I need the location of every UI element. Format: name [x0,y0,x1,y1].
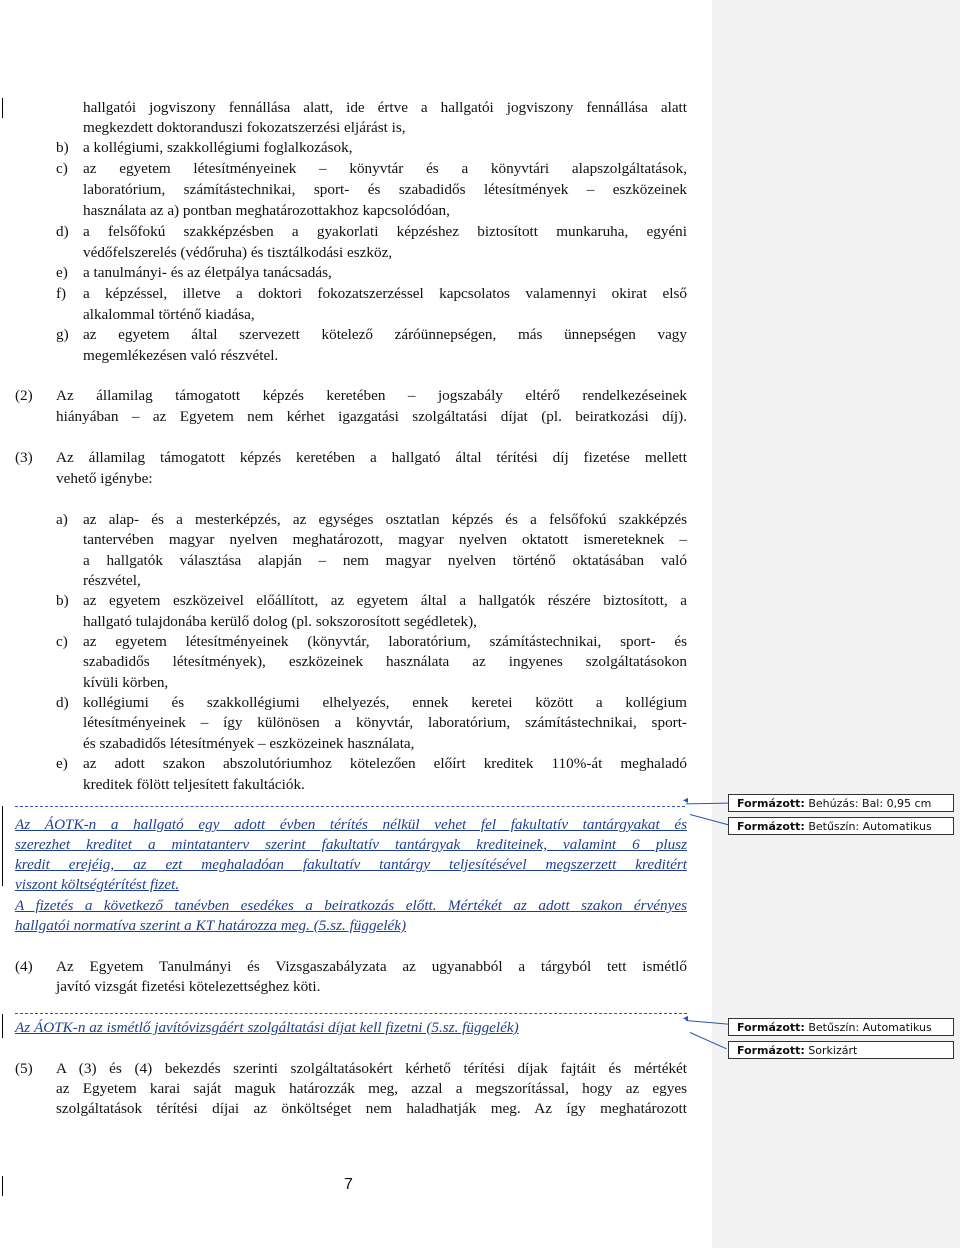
list-item: részvétel, [83,572,141,589]
list-item: használata az a) pontban meghatározottakhoz kapcsolódóan, [83,202,450,219]
list-item: a felsőfokú szakképzésben a gyakorlati képzéshez biztosított munkaruha, egyéni [83,223,687,240]
list-item: az alap- és a mesterképzés, az egységes osztatlan képzés és a felsőfokú szakképzés [83,511,687,528]
list-item: kollégiumi és szakkollégiumi elhelyezés, ennek keretei között a kollégium [83,694,687,711]
list-item: megemlékezésen való részvétel. [83,347,279,364]
paragraph-line: Az államilag támogatott képzés keretében – jogszabály eltérő rendelkezéseinek [56,387,687,404]
paragraph-line: hiányában – az Egyetem nem kérhet igazgatási szolgáltatási díjat (pl. beiratkozási díj). [56,408,687,425]
format-comment[interactable] [728,1018,954,1036]
inserted-text: Az ÁOTK-n az ismétlő javítóvizsgáért szolgáltatási díjat kell fizetni (5.sz. függelék) [15,1019,519,1036]
change-bar [2,1176,3,1196]
item-label: e) [56,755,68,772]
para-line: megkezdett doktoranduszi fokozatszerzési eljárást is, [83,119,406,136]
list-item: a hallgatók választása alapján – nem magyar nyelven történő oktatásában való [83,552,687,569]
item-label: d) [56,223,69,240]
connector-line [15,1013,687,1015]
comment-key: Formázott: [737,797,805,810]
list-item: az egyetem eszközeivel előállított, az egyetem által a hallgatók részére biztosított, a [83,592,687,609]
paragraph-number: (2) [15,387,33,404]
inserted-text: Az ÁOTK-n a hallgató egy adott évben térítés nélkül vehet fel fakultatív tantárgyakat és [15,816,687,833]
arrow-icon: ◂ [683,1013,689,1024]
item-label: d) [56,694,69,711]
para-line: hallgatói jogviszony fennállása alatt, ide értve a hallgatói jogviszony fennállása alatt [83,99,687,116]
item-label: b) [56,139,69,156]
list-item: és szabadidős létesítmények – eszközeinek használata, [83,735,415,752]
item-label: c) [56,160,68,177]
list-item: az egyetem létesítményeinek – könyvtár és a könyvtári alapszolgáltatások, [83,160,687,177]
comment-key: Formázott: [737,1044,805,1057]
comment-key: Formázott: [737,1021,805,1034]
list-item: szabadidős létesítmények), eszközeinek használata az ingyenes szolgáltatásokon [83,653,687,670]
paragraph-number: (5) [15,1060,33,1077]
list-item: létesítményeinek – így különösen a könyvtár, laboratórium, számítástechnikai, sport- [83,714,687,731]
inserted-text: A fizetés a következő tanévben esedékes a beiratkozás előtt. Mértékét az adott szakon érvényes [15,897,687,914]
format-comment[interactable] [728,1041,954,1059]
change-bar [2,806,3,886]
inserted-text: hallgatói normatíva szerint a KT határozza meg. (5.sz. függelék) [15,917,407,934]
list-item: a kollégiumi, szakkollégiumi foglalkozások, [83,139,353,156]
list-item: védőfelszerelés (védőruha) és tisztálkodási eszköz, [83,244,393,261]
list-item: a tanulmányi- és az életpálya tanácsadás, [83,264,332,281]
paragraph-line: Az Egyetem Tanulmányi és Vizsgaszabályzata az ugyanabból a tárgyból tett ismétlő [56,958,687,975]
comment-value: Betűszín: Automatikus [808,1021,932,1034]
list-item: kreditek fölött teljesített fakultációk. [83,776,305,793]
item-label: c) [56,633,68,650]
arrow-icon: ◂ [683,795,689,806]
item-label: g) [56,326,69,343]
comment-value: Behúzás: Bal: 0,95 cm [808,797,932,810]
format-comment[interactable] [728,817,954,835]
list-item: alkalommal történő kiadása, [83,306,255,323]
change-bar [2,98,3,118]
change-bar [2,1014,3,1038]
inserted-text: szerezhet kreditet a mintatanterv szerint fakultatív tantárgyak krediteinek, valamint 6 plusz [15,836,687,853]
list-item: tantervében magyar nyelven meghatározott, magyar nyelven oktatott ismereteknek – [83,531,687,548]
inserted-text: viszont költségtérítést fizet. [15,876,180,893]
comment-value: Betűszín: Automatikus [808,820,932,833]
paragraph-line: szolgáltatások térítési díjai az önköltséget nem haladhatják meg. Az így meghatározott [56,1100,687,1117]
paragraph-line: Az államilag támogatott képzés keretében a hallgató által térítési díj fizetése mellett [56,449,687,466]
connector-line [15,806,685,808]
list-item: a képzéssel, illetve a doktori fokozatszerzéssel kapcsolatos valamennyi okirat első [83,285,687,302]
paragraph-line: az Egyetem karai saját maguk határozzák meg, azzal a megszorítással, hogy az egyes [56,1080,687,1097]
list-item: hallgató tulajdonába kerülő dolog (pl. sokszorosított segédletek), [83,613,477,630]
paragraph-line: A (3) és (4) bekezdés szerinti szolgáltatásokért kérhető térítési díjak fajtáit és mértékét [56,1060,687,1077]
markup-pane [712,0,960,1248]
list-item: az egyetem által szervezett kötelező záróünnepségen, más ünnepségen vagy [83,326,687,343]
item-label: e) [56,264,68,281]
paragraph-line: vehető igénybe: [56,470,153,487]
list-item: laboratórium, számítástechnikai, sport- és szabadidős létesítmények – eszközeinek [83,181,687,198]
list-item: az adott szakon abszolutóriumhoz kötelezően előírt kreditek 110%-át meghaladó [83,755,687,772]
paragraph-number: (4) [15,958,33,975]
list-item: az egyetem létesítményeinek (könyvtár, laboratórium, számítástechnikai, sport- és [83,633,687,650]
paragraph-line: javító vizsgát fizetési kötelezettséghez köti. [56,978,321,995]
inserted-text: kredit erejéig, az ezt meghaladóan fakultatív tantárgy teljesítésével megszerzett kreditért [15,856,687,873]
item-label: b) [56,592,69,609]
comment-key: Formázott: [737,820,805,833]
page-number: 7 [344,1176,353,1193]
format-comment[interactable] [728,794,954,812]
comment-value: Sorkizárt [808,1044,858,1057]
item-label: a) [56,511,68,528]
paragraph-number: (3) [15,449,33,466]
item-label: f) [56,285,67,302]
list-item: kívüli körben, [83,674,169,691]
